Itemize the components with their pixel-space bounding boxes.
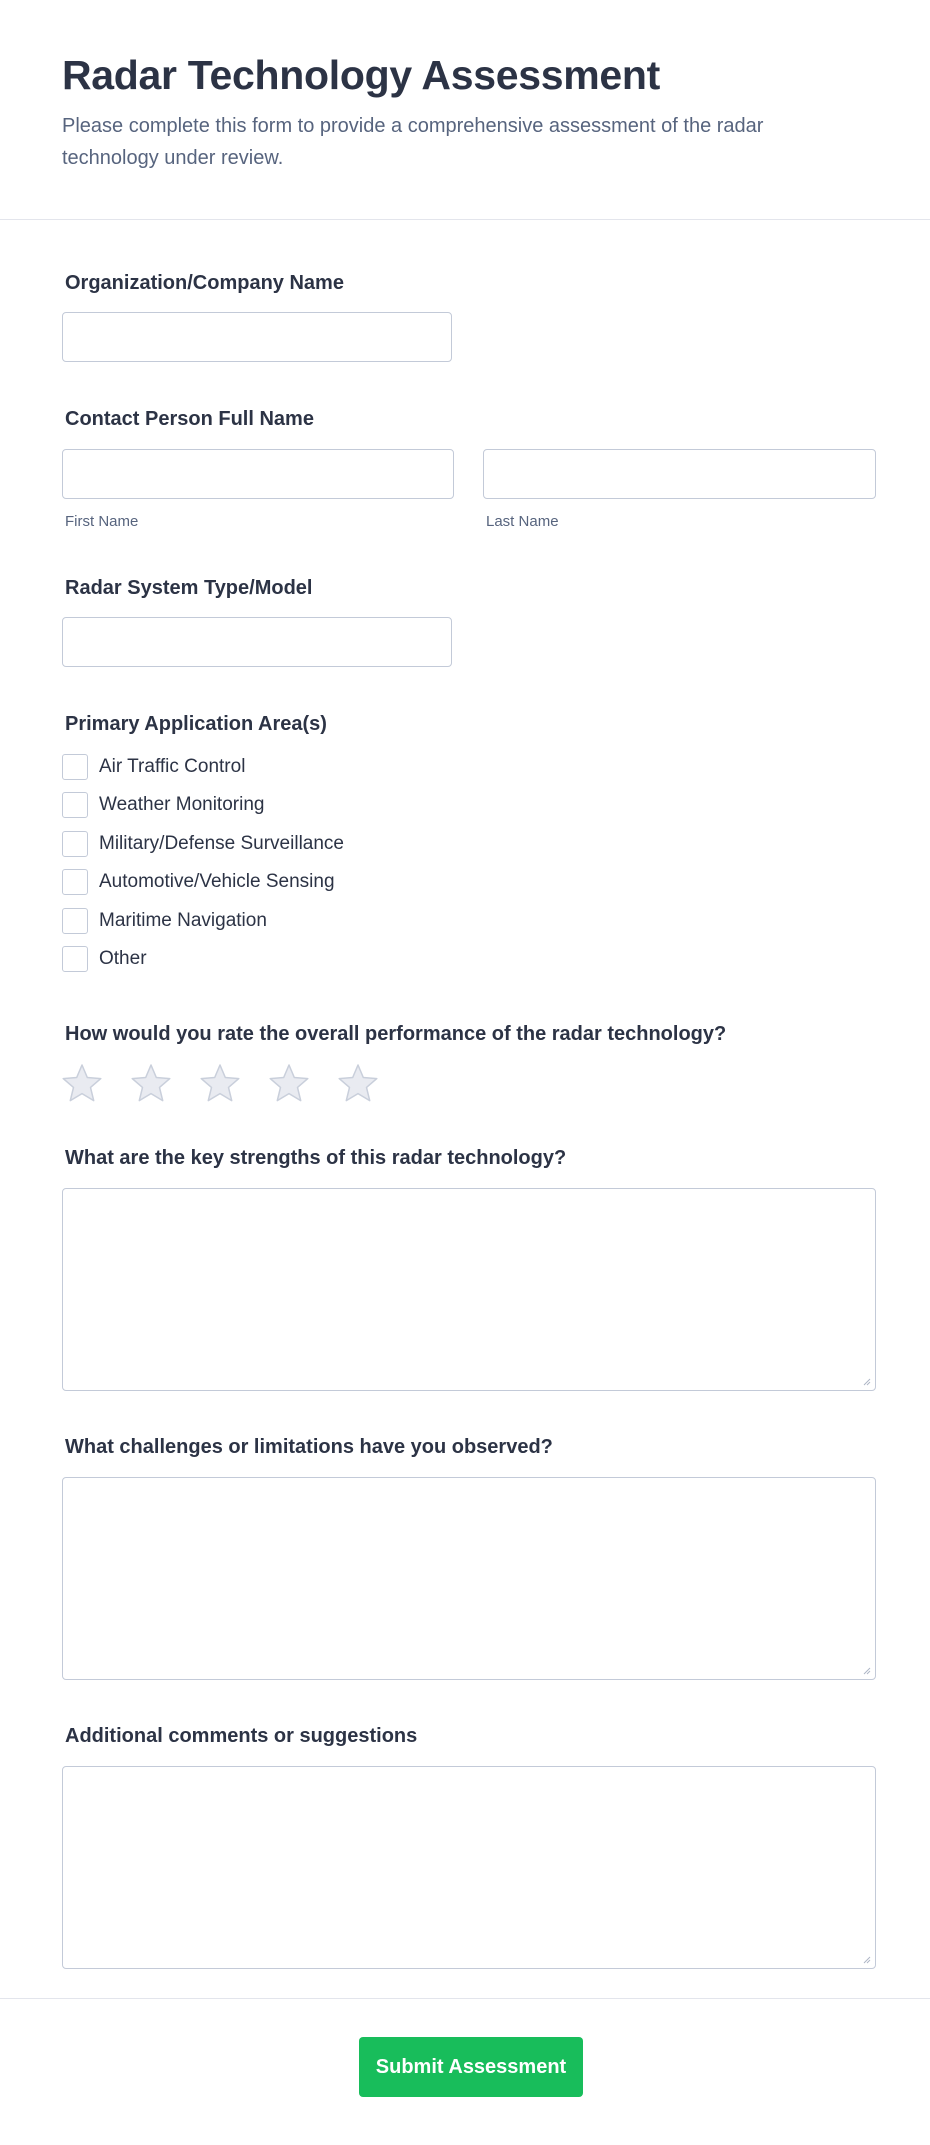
checkbox-other[interactable] xyxy=(62,945,147,973)
star-rating xyxy=(62,1063,407,1103)
checkbox-label: Maritime Navigation xyxy=(99,910,267,931)
checkbox-label: Weather Monitoring xyxy=(99,794,265,815)
star-icon[interactable] xyxy=(62,1063,102,1103)
organization-label: Organization/Company Name xyxy=(65,272,344,294)
contact-label: Contact Person Full Name xyxy=(65,408,314,430)
checkbox-box[interactable] xyxy=(62,792,88,818)
checkbox-box[interactable] xyxy=(62,831,88,857)
star-icon[interactable] xyxy=(269,1063,309,1103)
strengths-label: What are the key strengths of this radar technology? xyxy=(65,1147,567,1169)
page-title: Radar Technology Assessment xyxy=(62,52,660,98)
radar-model-input[interactable] xyxy=(62,617,452,667)
challenges-textarea[interactable] xyxy=(62,1477,876,1680)
star-icon[interactable] xyxy=(131,1063,171,1103)
resize-grip-icon[interactable] xyxy=(861,1376,871,1386)
checkbox-military-defense[interactable] xyxy=(62,830,344,858)
page-subtitle: Please complete this form to provide a comprehensive assessment of the radar technology under review. xyxy=(62,115,764,169)
star-icon[interactable] xyxy=(200,1063,240,1103)
first-name-input[interactable] xyxy=(62,449,454,499)
organization-input[interactable] xyxy=(62,312,452,362)
checkbox-automotive[interactable] xyxy=(62,868,335,896)
checkbox-box[interactable] xyxy=(62,869,88,895)
checkbox-box[interactable] xyxy=(62,908,88,934)
checkbox-box[interactable] xyxy=(62,946,88,972)
form-footer xyxy=(0,1998,930,2145)
checkbox-label: Air Traffic Control xyxy=(99,756,246,777)
star-icon[interactable] xyxy=(338,1063,378,1103)
checkbox-label: Other xyxy=(99,948,147,969)
comments-textarea[interactable] xyxy=(62,1766,876,1969)
strengths-textarea[interactable] xyxy=(62,1188,876,1391)
form-header xyxy=(0,0,930,220)
resize-grip-icon[interactable] xyxy=(861,1665,871,1675)
checkbox-label: Automotive/Vehicle Sensing xyxy=(99,871,335,892)
rating-label: How would you rate the overall performance of the radar technology? xyxy=(65,1023,727,1045)
resize-grip-icon[interactable] xyxy=(861,1954,871,1964)
first-name-sublabel: First Name xyxy=(65,513,139,530)
last-name-input[interactable] xyxy=(483,449,876,499)
checkbox-weather-monitoring[interactable] xyxy=(62,791,264,819)
checkbox-maritime[interactable] xyxy=(62,907,267,935)
checkbox-air-traffic-control[interactable] xyxy=(62,753,245,781)
comments-label: Additional comments or suggestions xyxy=(65,1725,418,1747)
submit-button[interactable]: Submit Assessment xyxy=(359,2037,583,2097)
checkbox-label: Military/Defense Surveillance xyxy=(99,833,344,854)
challenges-label: What challenges or limitations have you observed? xyxy=(65,1436,553,1458)
checkbox-box[interactable] xyxy=(62,754,88,780)
application-label: Primary Application Area(s) xyxy=(65,713,327,735)
last-name-sublabel: Last Name xyxy=(486,513,559,530)
radar-model-label: Radar System Type/Model xyxy=(65,577,313,599)
